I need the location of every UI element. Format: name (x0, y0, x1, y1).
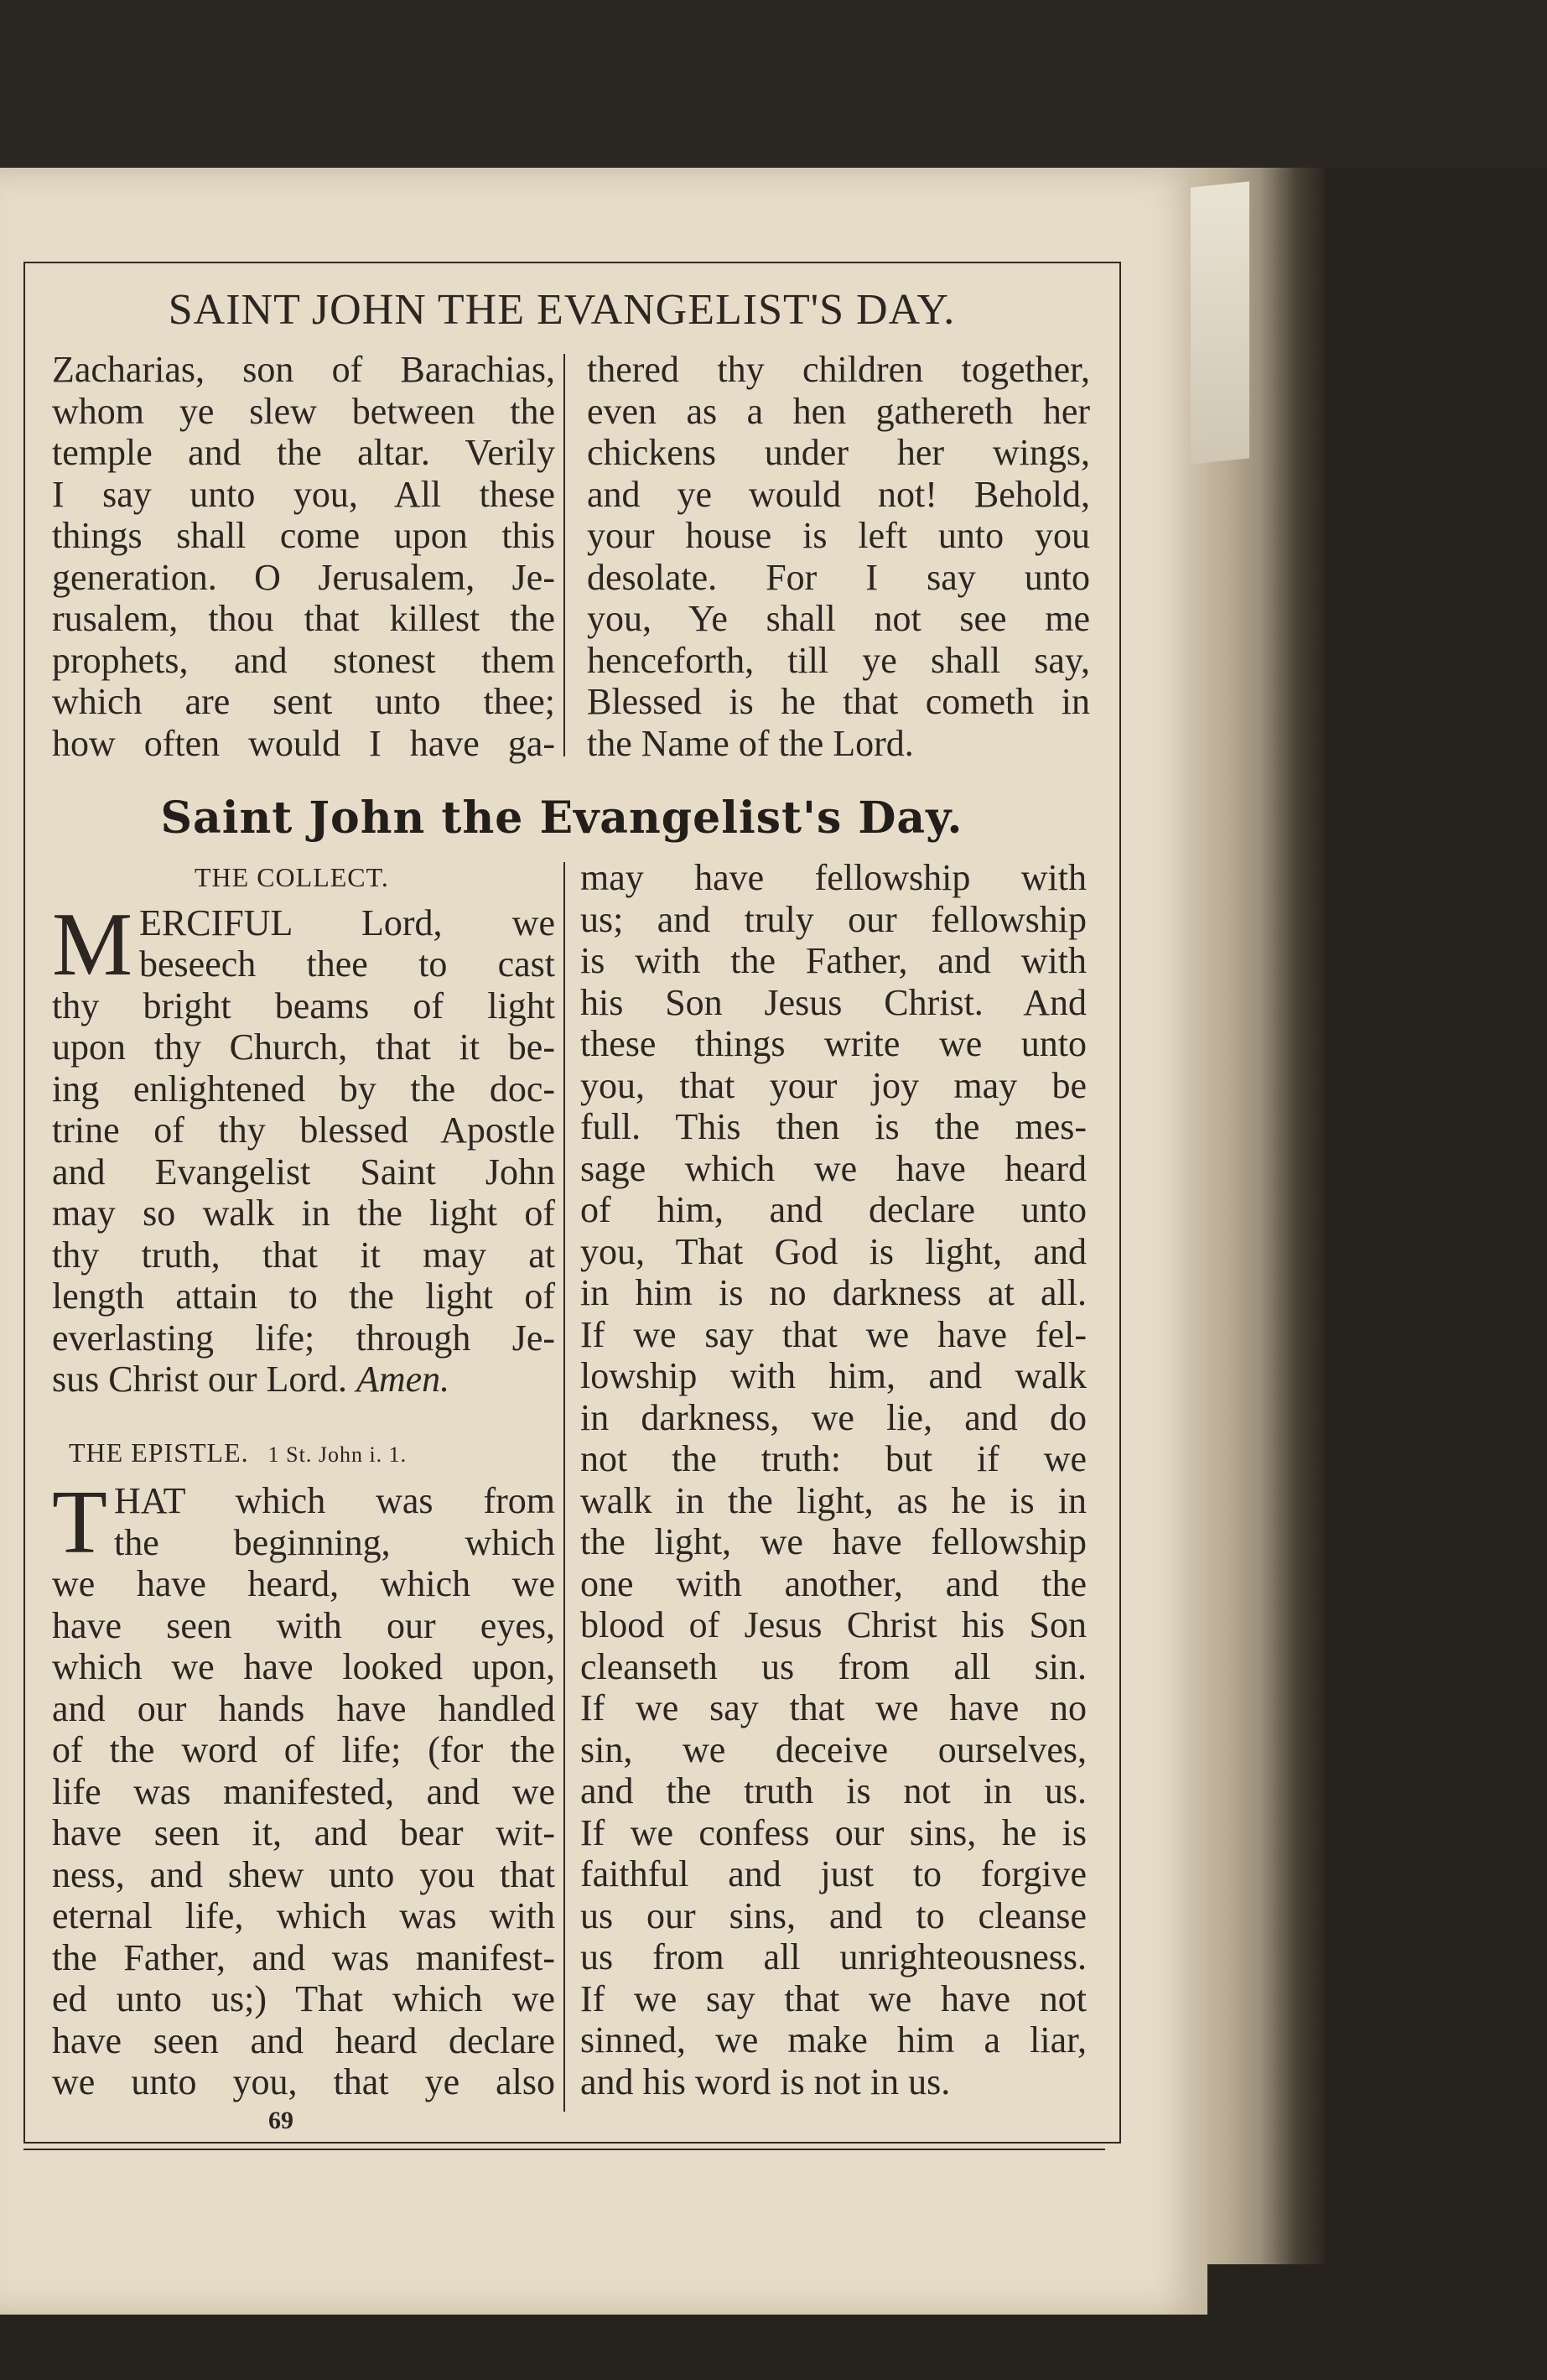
text-line: sin, we deceive ourselves, (580, 1728, 1087, 1770)
text-line: your house is left unto you (587, 515, 1090, 556)
text-line: If we say that we have fel- (580, 1313, 1087, 1355)
text-line: thered thy children together, (587, 349, 1090, 390)
collect-amen-line: sus Christ our Lord. Amen. (52, 1359, 450, 1400)
text-line: have seen and heard declare (52, 2019, 555, 2061)
text-line: you, That God is light, and (580, 1230, 1087, 1272)
text-line: the beginning, which (113, 1521, 555, 1563)
collect-dropcap: M (52, 894, 133, 995)
text-line: upon thy Church, that it be- (52, 1026, 555, 1068)
text-line: ing enlightened by the doc- (52, 1068, 555, 1109)
text-line: life was manifested, and we (52, 1770, 555, 1812)
text-line: ed unto us;) That which we (52, 1978, 555, 2019)
text-line: us our sins, and to cleanse (580, 1894, 1087, 1936)
text-line: temple and the altar. Verily (52, 432, 555, 473)
text-line: sage which we have heard (580, 1147, 1087, 1189)
text-line: these things write we unto (580, 1023, 1087, 1064)
column-divider-main (563, 862, 565, 2112)
text-line: generation. O Jerusalem, Je- (52, 556, 555, 598)
text-line: cleanseth us from all sin. (580, 1645, 1087, 1687)
text-line: lowship with him, and walk (580, 1355, 1087, 1396)
text-line: eternal life, which was with (52, 1895, 555, 1936)
continued-left-column (52, 349, 555, 764)
text-line: the light, we have fellowship (580, 1521, 1087, 1562)
text-line: henceforth, till ye shall say, (587, 639, 1090, 681)
text-line: beseech thee to cast (139, 943, 555, 985)
text-line: us; and truly our fellowship (580, 898, 1087, 940)
epistle-dropcap: T (52, 1473, 107, 1572)
column-divider-top (563, 354, 565, 756)
text-line: and our hands have handled (52, 1687, 555, 1729)
text-line: thy bright beams of light (52, 985, 555, 1026)
text-line: ness, and shew unto you that (52, 1853, 555, 1895)
epistle-title: THE EPISTLE. (69, 1437, 249, 1468)
text-line: not the truth: but if we (580, 1438, 1087, 1479)
text-line: which are sent unto thee; (52, 681, 555, 722)
page-frame-rule (23, 2149, 1105, 2150)
text-line: If we confess our sins, he is (580, 1811, 1087, 1853)
text-line: the Father, and was manifest- (52, 1936, 555, 1978)
text-line: whom ye slew between the (52, 390, 555, 432)
text-line: you, that your joy may be (580, 1064, 1087, 1106)
text-line: If we say that we have not (580, 1977, 1087, 2019)
text-line: If we say that we have no (580, 1687, 1087, 1728)
text-line: chickens under her wings, (587, 432, 1090, 473)
text-line: may have fellowship with (580, 857, 1087, 898)
continued-right-column (587, 349, 1090, 764)
text-line: I say unto you, All these (52, 473, 555, 515)
page-number: 69 (268, 2107, 293, 2134)
text-line: in darkness, we lie, and do (580, 1396, 1087, 1438)
text-line: everlasting life; through Je- (52, 1317, 555, 1359)
text-line: faithful and just to forgive (580, 1853, 1087, 1894)
text-line: and ye would not! Behold, (587, 473, 1090, 515)
text-line: the Name of the Lord. (587, 722, 914, 764)
text-line: prophets, and stonest them (52, 639, 555, 681)
text-line: we have heard, which we (52, 1563, 555, 1604)
text-line: you, Ye shall not see me (587, 598, 1090, 639)
epistle-body (52, 1473, 555, 2103)
paper-bookmark (1191, 181, 1249, 464)
text-line: have seen with our eyes, (52, 1604, 555, 1646)
text-line: things shall come upon this (52, 515, 555, 556)
collect-title: THE COLLECT. (195, 862, 389, 892)
text-line: have seen it, and bear wit- (52, 1812, 555, 1853)
text-line: sinned, we make him a liar, (580, 2019, 1087, 2060)
text-line: thy truth, that it may at (52, 1234, 555, 1276)
book-page (0, 168, 1207, 2315)
text-line: Blessed is he that cometh in (587, 681, 1090, 722)
text-line: in him is no darkness at all. (580, 1272, 1087, 1313)
text-line: how often would I have ga- (52, 722, 555, 764)
text-line: and his word is not in us. (580, 2060, 951, 2102)
text-line: of him, and declare unto (580, 1189, 1087, 1230)
text-line: rusalem, thou that killest the (52, 598, 555, 639)
running-head: SAINT JOHN THE EVANGELIST'S DAY. (168, 286, 956, 334)
right-column (580, 857, 1087, 2102)
text-line: HAT which was from (113, 1480, 555, 1521)
text-line: full. This then is the mes- (580, 1106, 1087, 1147)
text-line: and Evangelist Saint John (52, 1151, 555, 1193)
text-line: us from all unrighteousness. (580, 1936, 1087, 1977)
left-column (52, 857, 555, 2103)
amen-text: Amen. (356, 1359, 450, 1400)
text-line: which we have looked upon, (52, 1646, 555, 1687)
text-line: his Son Jesus Christ. And (580, 981, 1087, 1023)
epistle-reference: 1 St. John i. 1. (267, 1442, 408, 1467)
text-line: walk in the light, as he is in (580, 1479, 1087, 1521)
text-line: length attain to the light of (52, 1276, 555, 1317)
epistle-title-row (69, 1432, 555, 1476)
text-line: is with the Father, and with (580, 940, 1087, 981)
text-line: one with another, and the (580, 1562, 1087, 1604)
text-line: we unto you, that ye also (52, 2061, 555, 2102)
background-top (0, 0, 1547, 168)
section-heading: Saint John the Evangelist's Day. (160, 792, 963, 844)
collect-body (52, 894, 555, 1400)
text-line: desolate. For I say unto (587, 556, 1090, 598)
text-line: even as a hen gathereth her (587, 390, 1090, 432)
text-line: and the truth is not in us. (580, 1770, 1087, 1811)
text-line: Zacharias, son of Barachias, (52, 349, 555, 390)
text-line: blood of Jesus Christ his Son (580, 1604, 1087, 1645)
text-line: of the word of life; (for the (52, 1729, 555, 1770)
text-line: ERCIFUL Lord, we (139, 902, 555, 943)
text-line: trine of thy blessed Apostle (52, 1109, 555, 1151)
text-line: may so walk in the light of (52, 1193, 555, 1234)
